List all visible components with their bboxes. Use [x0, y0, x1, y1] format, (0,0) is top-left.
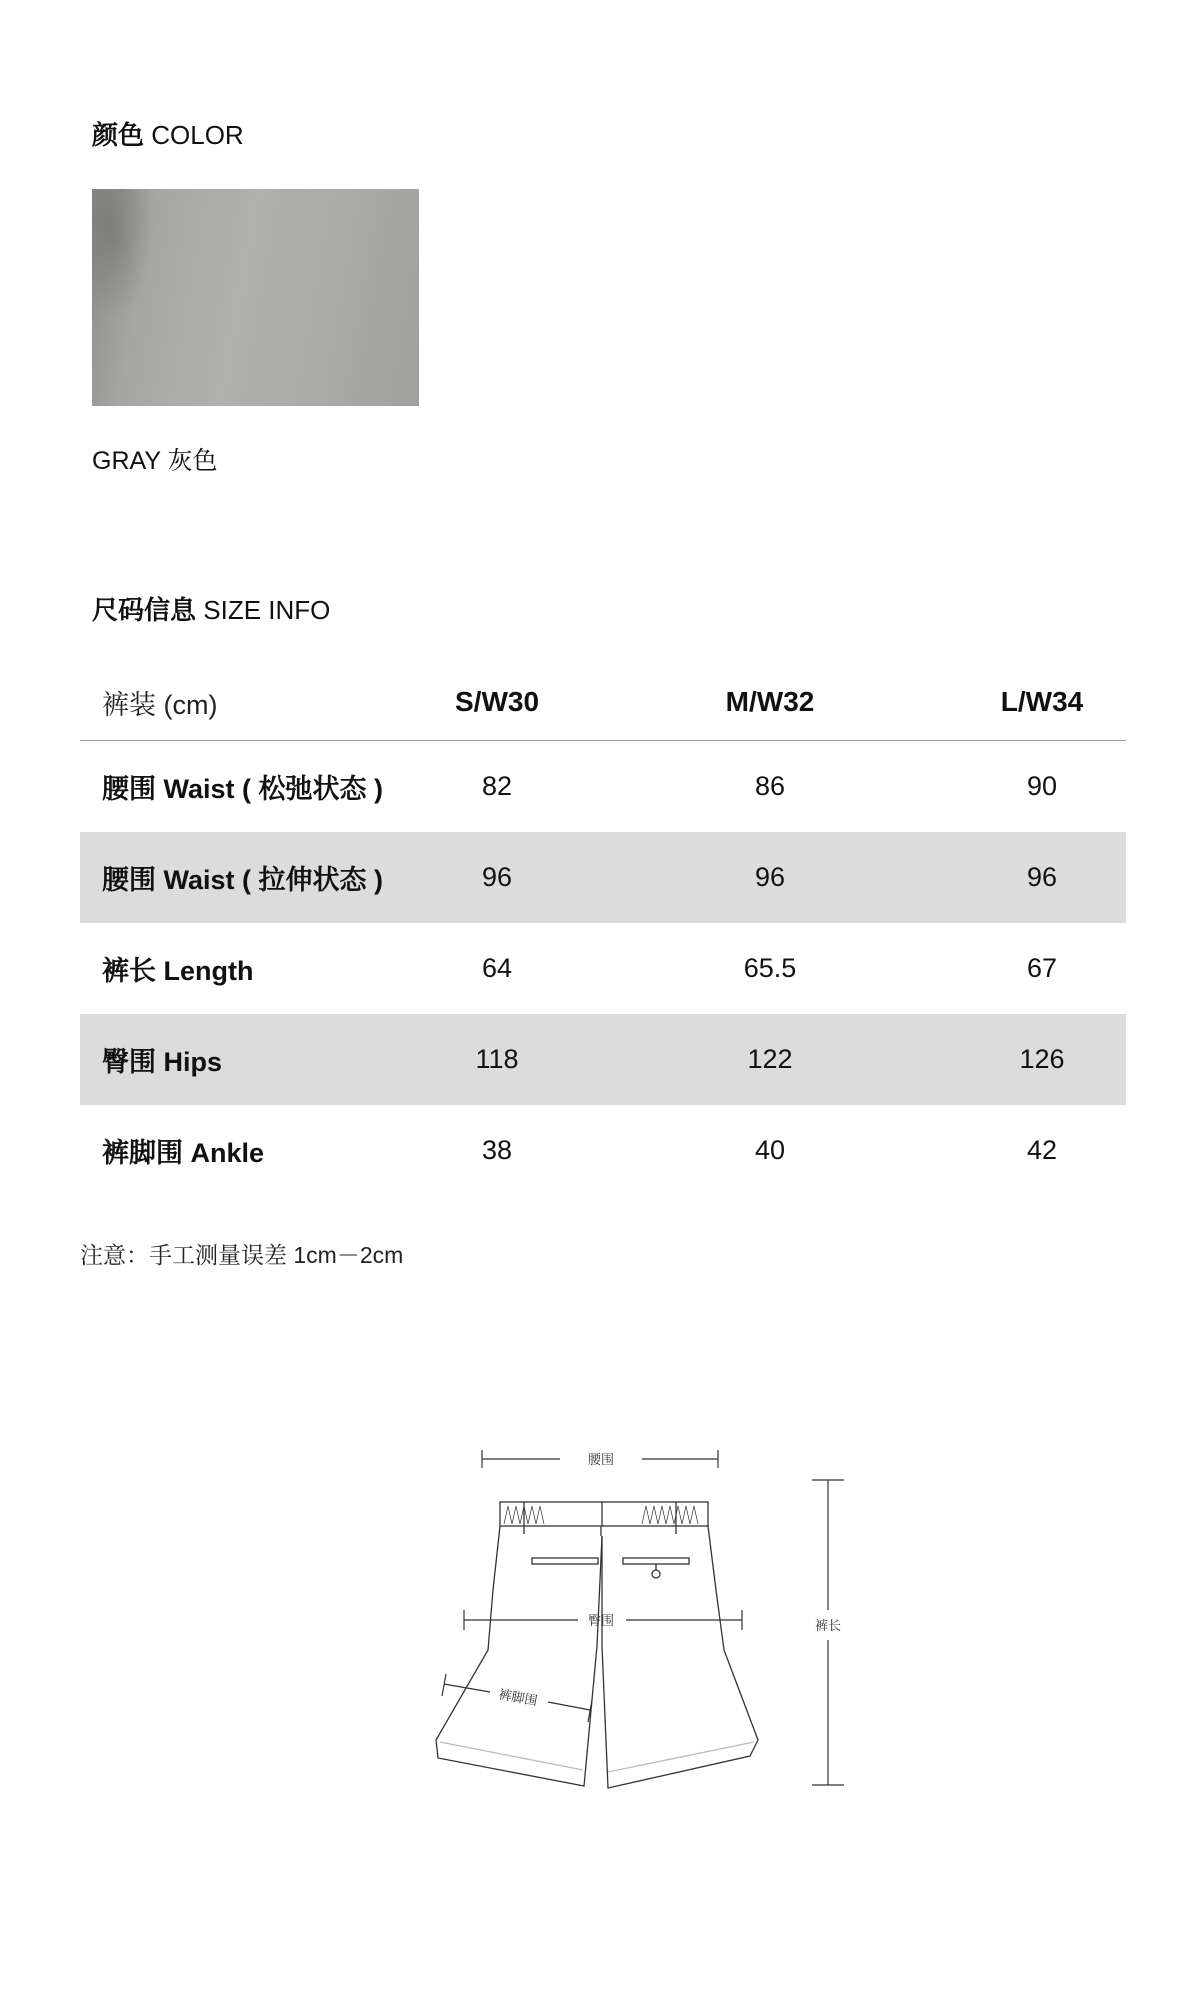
row-value-m: 86 — [754, 771, 786, 801]
row-value-l: 126 — [1019, 1044, 1065, 1074]
row-value-m: 65.5 — [743, 953, 797, 983]
row-label: 臀围 Hips — [102, 1047, 223, 1077]
measurement-note: 注意：手工测量误差 1cm－2cm — [80, 1242, 404, 1268]
color-title-cn: 颜色 — [92, 120, 145, 150]
row-label: 腰围 Waist ( 松弛状态 ) — [102, 774, 383, 804]
table-row-hips — [80, 1014, 1126, 1105]
row-value-m: 40 — [754, 1135, 786, 1165]
row-value-l: 90 — [1026, 771, 1058, 801]
hips-diagram-label: 臀围 — [587, 1614, 615, 1629]
row-value-l: 67 — [1026, 953, 1058, 983]
color-section-title — [92, 115, 244, 152]
header-size-m: M/W32 — [725, 686, 815, 717]
table-row-length — [80, 923, 1126, 1014]
size-title-cn: 尺码信息 — [92, 595, 197, 625]
header-size-s: S/W30 — [454, 686, 540, 717]
row-label: 裤长 Length — [102, 956, 254, 986]
shorts-outline-icon — [436, 1502, 758, 1788]
swatch-label: GRAY 灰色 — [92, 447, 218, 475]
length-diagram-label: 裤长 — [814, 1619, 842, 1634]
size-table — [80, 680, 1126, 1196]
row-value-l: 42 — [1026, 1135, 1058, 1165]
row-value-m: 122 — [747, 1044, 793, 1074]
row-label: 裤脚围 Ankle — [102, 1138, 265, 1168]
color-title-en: COLOR — [151, 120, 244, 150]
header-size-l: L/W34 — [1000, 686, 1084, 717]
row-value-l: 96 — [1026, 862, 1058, 892]
row-value-s: 38 — [481, 1135, 513, 1165]
size-title-en: SIZE INFO — [203, 595, 331, 625]
waist-diagram-label: 腰围 — [587, 1453, 615, 1468]
row-value-s: 118 — [475, 1044, 519, 1074]
shorts-measurement-diagram — [420, 1440, 860, 1820]
table-row-waist-stretched — [80, 832, 1126, 923]
table-row-ankle — [80, 1105, 1126, 1196]
size-section-title — [92, 590, 330, 627]
row-value-m: 96 — [754, 862, 786, 892]
table-row-waist-relaxed — [80, 741, 1126, 832]
ankle-diagram-label: 裤脚围 — [497, 1687, 539, 1710]
row-value-s: 96 — [481, 862, 513, 892]
gray-color-swatch[interactable] — [92, 189, 419, 406]
row-label: 腰围 Waist ( 拉伸状态 ) — [102, 865, 383, 895]
row-value-s: 82 — [481, 771, 513, 801]
row-value-s: 64 — [481, 953, 513, 983]
size-table-header — [80, 680, 1126, 741]
header-unit: 裤装 (cm) — [102, 689, 218, 720]
